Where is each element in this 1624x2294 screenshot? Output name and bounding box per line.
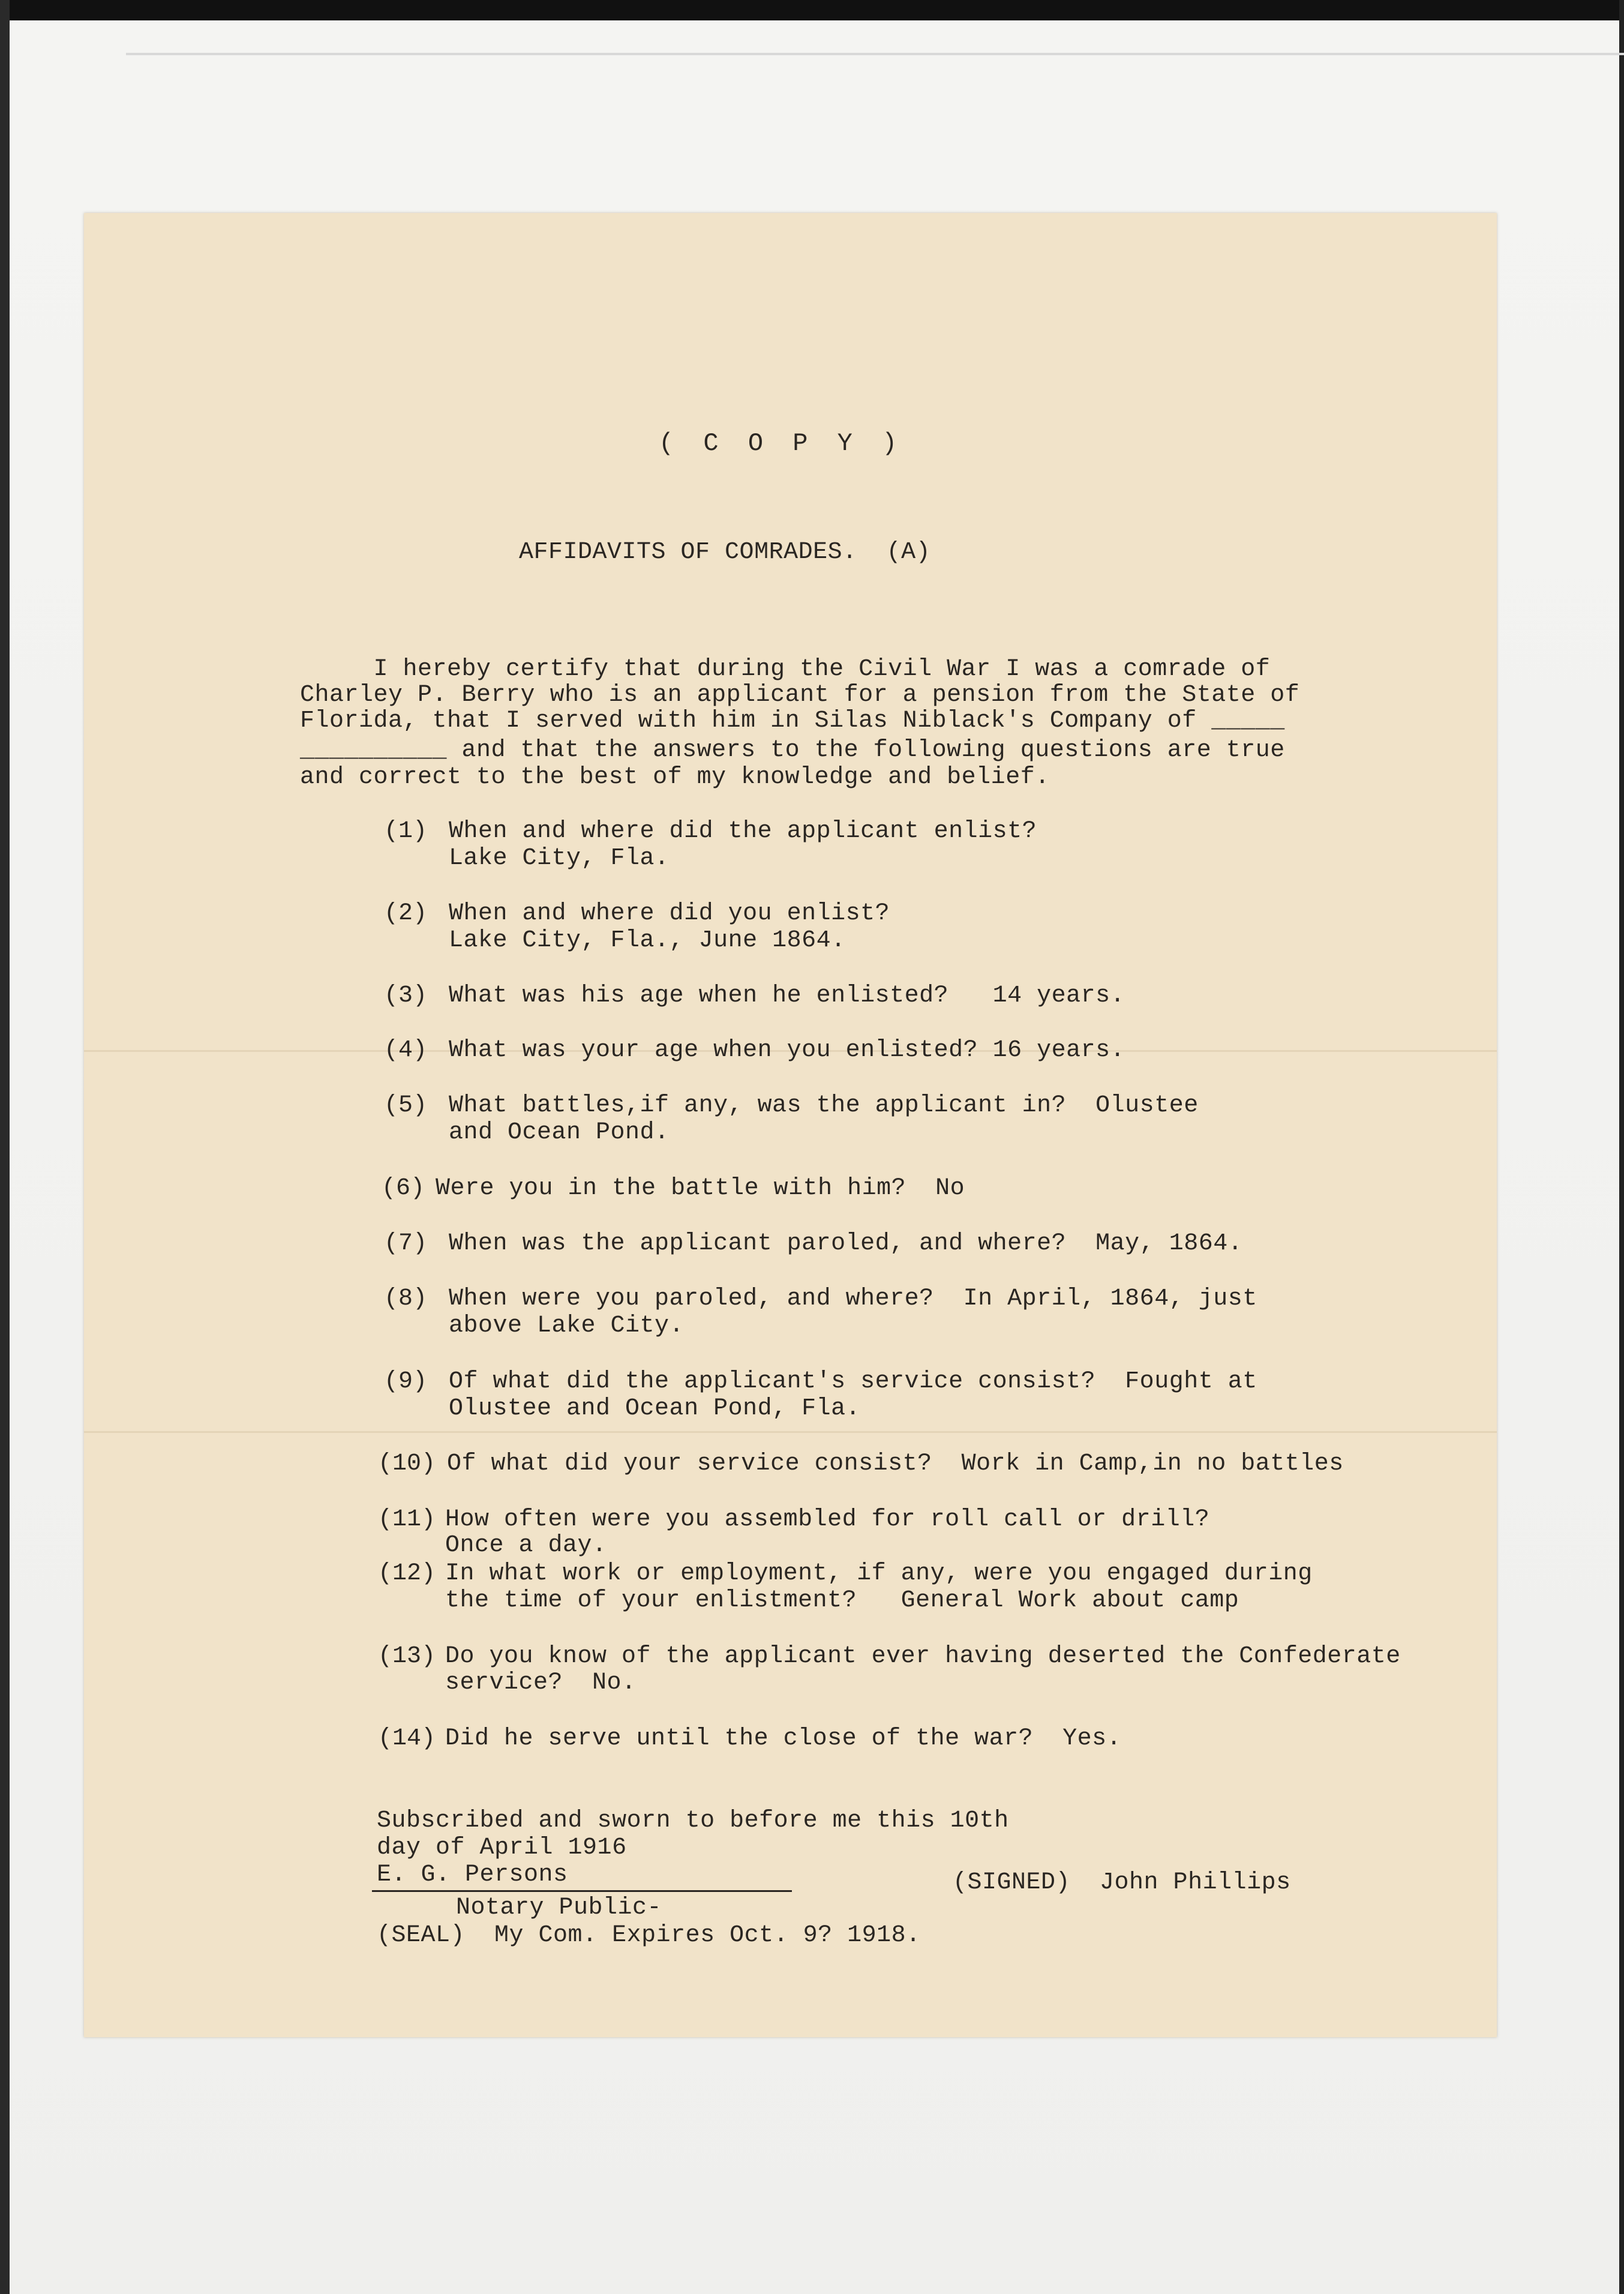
- scan-edge-top: [0, 0, 1624, 20]
- answer-text: Olustee and Ocean Pond, Fla.: [449, 1395, 861, 1422]
- scan-edge-right: [1619, 0, 1624, 2294]
- question-number: (9): [384, 1368, 428, 1395]
- question-text: When was the applicant paroled, and where? May, 1864.: [449, 1230, 1243, 1257]
- question-number: (11): [378, 1506, 436, 1533]
- question-number: (7): [384, 1230, 428, 1257]
- question-number: (12): [378, 1560, 436, 1587]
- question-number: (10): [378, 1450, 436, 1477]
- question-text: When and where did you enlist?: [449, 900, 890, 927]
- question-text: In what work or employment, if any, were you engaged during: [445, 1560, 1313, 1587]
- answer-text: the time of your enlistment? General Work about camp: [445, 1587, 1239, 1614]
- folder-edge-line: [126, 53, 1624, 55]
- intro-line: and correct to the best of my knowledge and belief.: [300, 764, 1050, 791]
- question-number: (1): [384, 818, 428, 845]
- answer-text: Lake City, Fla.: [449, 845, 670, 872]
- question-number: (5): [384, 1092, 428, 1119]
- question-text: What was his age when he enlisted? 14 years.: [449, 982, 1125, 1009]
- seal-expiry-line: (SEAL) My Com. Expires Oct. 9? 1918.: [377, 1922, 921, 1949]
- question-text: What battles,if any, was the applicant in? Olustee: [449, 1092, 1199, 1119]
- intro-line: Florida, that I served with him in Silas Niblack's Company of _____: [300, 707, 1285, 734]
- answer-text: Lake City, Fla., June 1864.: [449, 927, 846, 954]
- document-title: AFFIDAVITS OF COMRADES. (A): [519, 539, 931, 566]
- question-text: What was your age when you enlisted? 16 years.: [449, 1037, 1125, 1064]
- answer-text: service? No.: [445, 1669, 637, 1696]
- question-text: When and where did the applicant enlist?: [449, 818, 1037, 845]
- question-text: Did he serve until the close of the war? Yes.: [445, 1725, 1122, 1752]
- answer-text: and Ocean Pond.: [449, 1119, 670, 1146]
- question-number: (13): [378, 1643, 436, 1670]
- question-number: (3): [384, 982, 428, 1009]
- intro-line: __________ and that the answers to the following questions are true: [300, 737, 1285, 764]
- subscribed-date-line: day of April 1916: [377, 1834, 627, 1861]
- answer-text: above Lake City.: [449, 1312, 685, 1339]
- question-number: (8): [384, 1285, 428, 1312]
- question-number: (4): [384, 1037, 428, 1064]
- question-text: Of what did the applicant's service consist? Fought at: [449, 1368, 1257, 1395]
- question-text: Of what did your service consist? Work in Camp,in no battles: [447, 1450, 1344, 1477]
- question-number: (14): [378, 1725, 436, 1752]
- document-page: [84, 213, 1497, 2037]
- question-number: (6): [382, 1175, 425, 1202]
- answer-text: Once a day.: [445, 1532, 607, 1559]
- question-text: Do you know of the applicant ever having deserted the Confederate: [445, 1643, 1401, 1670]
- question-number: (2): [384, 900, 428, 927]
- subscribed-line: Subscribed and sworn to before me this 10th: [377, 1807, 1009, 1834]
- copy-mark: ( C O P Y ): [659, 429, 905, 458]
- notary-title: Notary Public-: [456, 1894, 662, 1921]
- question-text: How often were you assembled for roll call or drill?: [445, 1506, 1210, 1533]
- question-text: Were you in the battle with him? No: [436, 1175, 965, 1202]
- notary-name: E. G. Persons: [377, 1861, 568, 1888]
- signed-line: (SIGNED) John Phillips: [953, 1869, 1291, 1896]
- intro-line: Charley P. Berry who is an applicant for a pension from the State of: [300, 682, 1300, 709]
- intro-line: I hereby certify that during the Civil War I was a comrade of: [300, 656, 1271, 683]
- fold-crease: [84, 1431, 1497, 1433]
- question-text: When were you paroled, and where? In April, 1864, just: [449, 1285, 1257, 1312]
- notary-signature-line: [372, 1890, 792, 1892]
- scan-edge-left: [0, 0, 10, 2294]
